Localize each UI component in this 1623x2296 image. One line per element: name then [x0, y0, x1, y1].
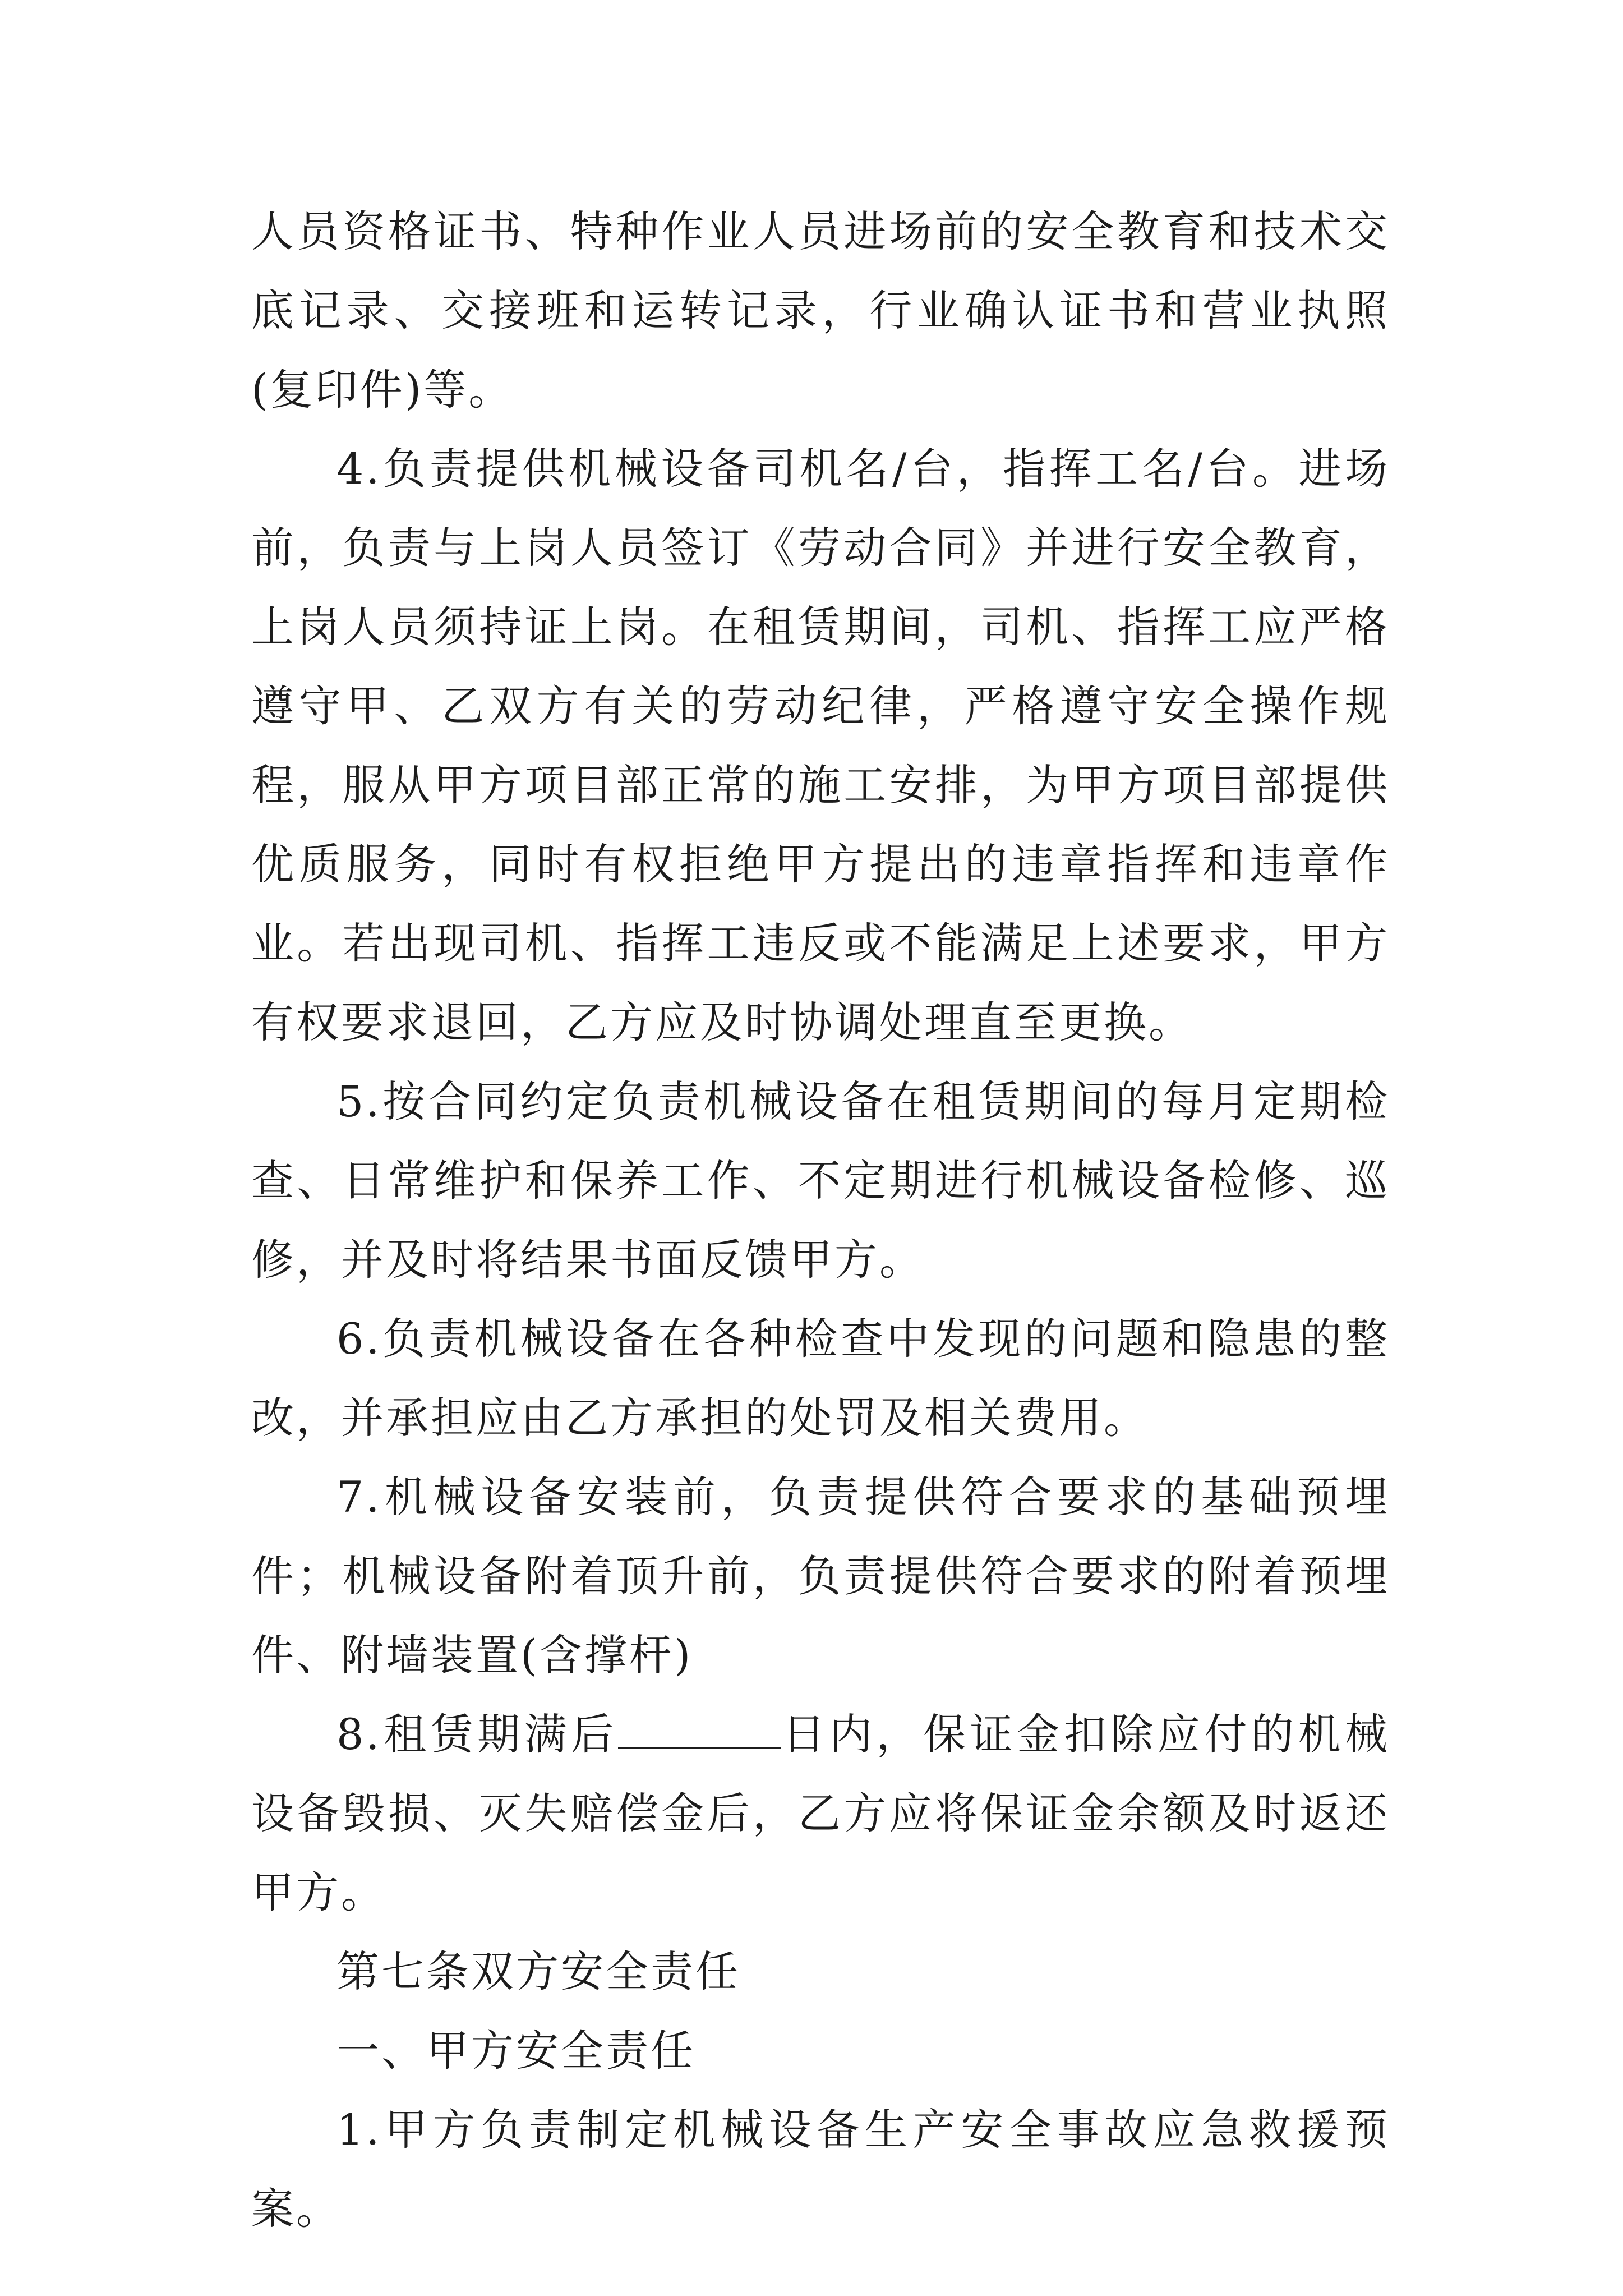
item-8-prefix: 8.租赁期满后	[336, 1709, 618, 1759]
item-8-suffix: 日内，保证金扣除应付的机械设备毁损、灭失赔偿金后，乙方应将保证金余额及时返还甲方。	[251, 1709, 1390, 1917]
paragraph-item-5: 5.按合同约定负责机械设备在租赁期间的每月定期检查、日常维护和保养工作、不定期进行机械设备检修、巡修，并及时将结果书面反馈甲方。	[251, 1076, 1390, 1285]
paragraph-item-6: 6.负责机械设备在各种检查中发现的问题和隐患的整改，并承担应由乙方承担的处罚及相关费用。	[251, 1314, 1390, 1443]
heading-party-a-safety: 一、甲方安全责任	[336, 2026, 695, 2076]
paragraph-item-7: 7.机械设备安装前，负责提供符合要求的基础预埋件；机械设备附着顶升前，负责提供符合要求的附着预埋件、附墙装置(含撑杆)	[251, 1472, 1390, 1680]
paragraph-item-4: 4.负责提供机械设备司机名/台，指挥工名/台。进场前，负责与上岗人员签订《劳动合同》并进行安全教育，上岗人员须持证上岗。在租赁期间，司机、指挥工应严格遵守甲、乙双方有关的劳动纪律，严格遵守安全操作规程，服从甲方项目部正常的施工安排，为甲方项目部提供优质服务，同时有权拒绝甲方提出的违章指挥和违章作业。若出现司机、指挥工违反或不能满足上述要求，甲方有权要求退回，乙方应及时协调处理直至更换。	[251, 444, 1390, 1047]
fill-in-blank-days	[618, 1714, 781, 1749]
paragraph-qualification-records: 人员资格证书、特种作业人员进场前的安全教育和技术交底记录、交接班和运转记录，行业确认证书和营业执照(复印件)等。	[251, 206, 1390, 415]
paragraph-party-a-item-1: 1.甲方负责制定机械设备生产安全事故应急救援预案。	[251, 2105, 1390, 2234]
paragraph-item-8	[251, 1695, 1390, 1932]
document-body	[251, 192, 1390, 2248]
heading-article-7: 第七条双方安全责任	[336, 1947, 740, 1996]
